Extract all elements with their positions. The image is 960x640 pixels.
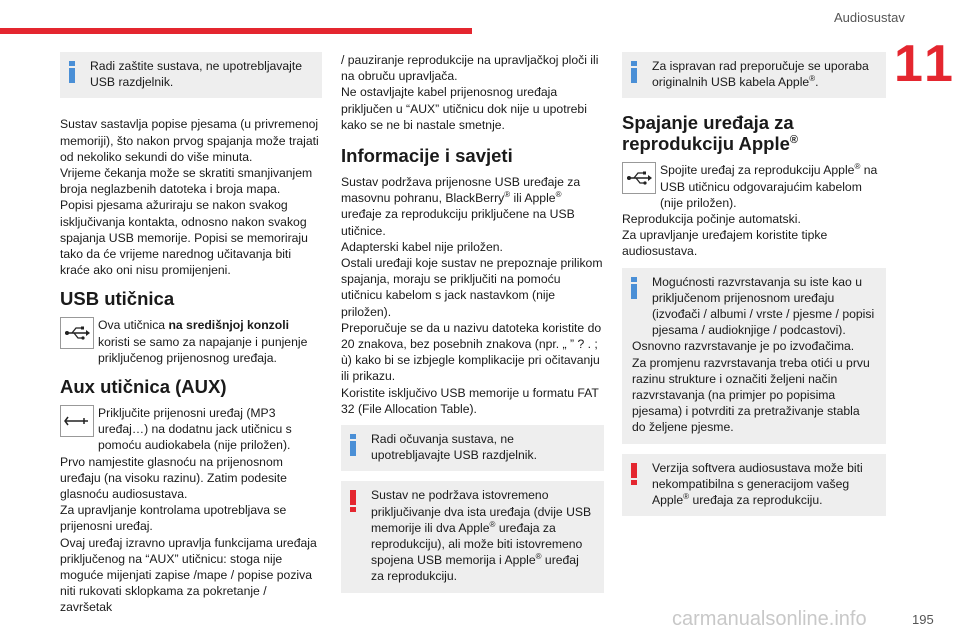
usb-icon — [622, 162, 656, 194]
paragraph: Adapterski kabel nije priložen. — [341, 239, 503, 254]
section-title: Audiosustav — [834, 10, 905, 25]
paragraph: Za upravljanje kontrolama upotrebljava se prijenosni uređaj. — [60, 503, 287, 534]
info-box — [341, 425, 604, 471]
warning-box — [341, 481, 604, 592]
chapter-number: 11 — [894, 35, 957, 93]
info-icon — [631, 61, 638, 87]
paragraph: / pauziranje reprodukcije na upravljačkoj ploči ili na obruču upravljača. — [341, 53, 599, 84]
usb-icon — [60, 317, 94, 349]
paragraph: Sustav sastavlja popise pjesama (u privremenoj memoriji), što nakon prvog spajanja može trajati od nekoliko sekundi do više minuta. — [60, 117, 319, 164]
info-text: Radi zaštite sustava, ne upotrebljavajte USB razdjelnik. — [90, 59, 303, 90]
paragraph: Prvo namjestite glasnoću na prijenosnom uređaju (na visoku razinu). Zatim podesite glasnoću audiosustava. — [60, 454, 287, 502]
chapter-color-bar — [0, 28, 472, 34]
warning-icon — [631, 463, 638, 489]
info-text: Radi očuvanja sustava, ne upotrebljavajte USB razdjelnik. — [371, 432, 537, 463]
aux-jack-icon — [60, 405, 94, 437]
text: Ova utičnica — [98, 318, 169, 333]
warning-icon — [350, 490, 357, 516]
warning-text: Sustav ne podržava istovremeno priključivanje dva ista uređaja (dvije USB memorije ili dva Apple® uređaja za reprodukciju), ali može biti istovremeno spojena USB memorija i Apple® uređaj za reprodukciju. — [371, 488, 592, 584]
paragraph: Za upravljanje uređajem koristite tipke audiosustava. — [622, 228, 828, 259]
info-box — [622, 268, 886, 444]
info-icon — [69, 61, 76, 87]
heading-apple: Spajanje uređaja za reprodukciju Apple® — [622, 112, 799, 155]
heading-info: Informacije i savjeti — [341, 145, 513, 167]
paragraph: Preporučuje se da u nazivu datoteka koristite do 20 znakova, bez posebnih znakova (npr. „ ” ? . ; ù) kako bi se izbjegle komplikacije pri očitavanju ili prikazu. — [341, 320, 602, 384]
info-text: Osnovno razvrstavanje je po izvođačima. — [632, 339, 855, 354]
heading-usb: USB utičnica — [60, 288, 175, 310]
paragraph: Koristite isključivo USB memorije u formatu FAT 32 (File Allocation Table). — [341, 385, 599, 416]
info-box — [622, 52, 886, 98]
text: koristi se samo za napajanje i punjenje priključenog prijenosnog uređaja. — [98, 334, 308, 365]
paragraph: Ostali uređaji koje sustav ne prepoznaje prilikom spajanja, moraju se priključiti na pomoću utičnicu kabelom s jack nastavkom (nije priložen). — [341, 256, 603, 319]
warning-box — [622, 454, 886, 517]
paragraph: Reprodukcija počinje automatski. — [622, 212, 801, 227]
info-box — [60, 52, 322, 98]
paragraph: Vrijeme čekanja može se skratiti smanjivanjem broja neglazbenih datoteka i broja mapa. — [60, 166, 313, 197]
heading-aux: Aux utičnica (AUX) — [60, 376, 227, 398]
warning-text: Verzija softvera audiosustava može biti nekompatibilna s generacijom vašeg Apple® uređaja za reprodukciju. — [652, 460, 863, 508]
info-text: Za ispravan rad preporučuje se uporaba originalnih USB kabela Apple®. — [652, 59, 869, 90]
usb-paragraph — [60, 317, 322, 366]
paragraph: Popisi pjesama ažuriraju se nakon svakog isključivanja kontakta, odnosno nakon svakog spajanja USB memorije. Popisi se memoriraju tako da će vrijeme narednog učitavanja biti kraće ako oni nisu promijenjeni. — [60, 198, 308, 278]
apple-paragraph: Spojite uređaj za reprodukciju Apple® na USB utičnicu odgovarajućim kabelom (nije priložen). — [622, 162, 886, 211]
column-1 — [60, 52, 322, 616]
registered-mark: ® — [504, 190, 511, 200]
bold-text: na središnjoj konzoli — [168, 318, 289, 333]
column-2 — [341, 52, 604, 603]
paragraph: Priključite prijenosni uređaj (MP3 uređaj…) na dodatnu jack utičnicu s pomoću audiokabela (nije priložen). — [98, 406, 292, 453]
paragraph: Ne ostavljajte kabel prijenosnog uređaja priključen u “AUX” utičnicu dok nije u upotrebi kako se ne bi nastale smetnje. — [341, 85, 587, 132]
watermark: carmanualsonline.info — [672, 608, 867, 630]
paragraph: Sustav podržava prijenosne USB uređaje za masovnu pohranu, BlackBerry® ili Apple® uređaje za reprodukciju priključene na USB utičnice. — [341, 175, 581, 238]
info-icon — [631, 277, 638, 303]
paragraph: Ovaj uređaj izravno upravlja funkcijama uređaja priključenog na “AUX” utičnicu: stoga nije moguće mijenjati zapise /mape / popise poziva niti rukovati sklopkama za pokretanje / završetak — [60, 535, 317, 615]
aux-paragraph — [60, 405, 322, 616]
page-number: 195 — [912, 612, 934, 627]
registered-mark: ® — [555, 190, 562, 200]
info-text: Mogućnosti razvrstavanja su iste kao u priključenom prijenosnom uređaju (izvođači / albumi / vrste / pjesme / popisi pjesama / audioknjige / podcastovi). — [652, 274, 875, 338]
column-3 — [622, 52, 886, 526]
info-icon — [350, 434, 357, 460]
info-text: Za promjenu razvrstavanja treba otići u prvu razinu strukture i označiti željeni način razvrstavanja (na primjer po popisima pjesama) i potvrditi za pretraživanje stabla do željene pjesme. — [632, 355, 870, 435]
